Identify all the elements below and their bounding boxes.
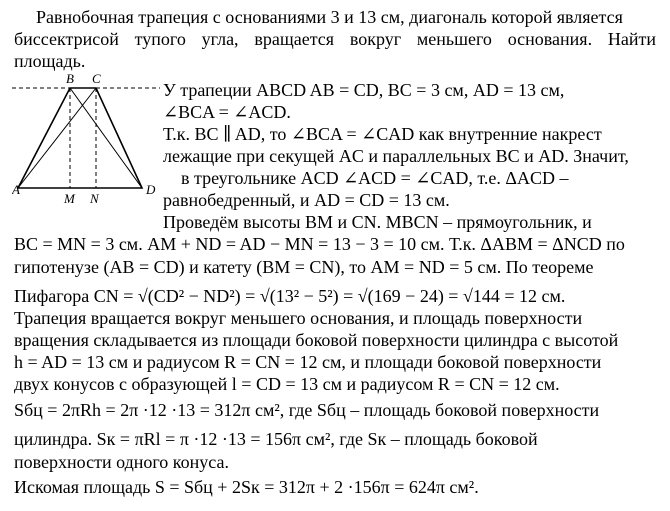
label-b: B [66, 72, 74, 86]
solution-line-16: цилиндра. Sк = πRl = π ·12 ·13 = 156π см², где Sк – площадь боковой [14, 429, 538, 449]
label-d: D [146, 182, 156, 197]
solution-line-11: Трапеция вращается вокруг меньшего основания, и площадь поверхности [14, 308, 583, 328]
trapezoid-abcd [18, 88, 142, 188]
label-c: C [92, 72, 101, 86]
diagonal-bd [70, 88, 142, 188]
solution-line-10: Пифагора CN = √(CD² − ND²) = √(13² − 5²) = √(169 − 24) = √144 = 12 см. [14, 286, 566, 306]
solution-line-12: вращения складывается из площади боковой поверхности цилиндра с высотой [14, 330, 619, 350]
solution-line-8: BC = MN = 3 см. AM + ND = AD − MN = 13 − 3 = 10 см. Т.к. ΔABM = ΔNCD по [14, 234, 625, 254]
problem-text-line-1: Равнобочная трапеция с основаниями 3 и 13 см, диагональ которой является [36, 7, 623, 27]
solution-line-17: поверхности одного конуса. [14, 452, 229, 472]
problem-text-line-3: площадь. [14, 51, 86, 71]
solution-line-18: Искомая площадь S = Sбц + 2Sк = 312π + 2 ·156π = 624π см². [14, 477, 479, 497]
solution-line-6: равнобедренный, и AD = CD = 13 см. [163, 190, 450, 210]
problem-text-line-2: биссектрисой тупого угла, вращается вокруг меньшего основания. Найти [14, 29, 656, 49]
label-n: N [90, 191, 99, 206]
solution-line-9: гипотенузе (AB = CD) и катету (BM = CN), то AM = ND = 5 см. По теореме [14, 257, 594, 277]
solution-line-2: ∠BCA = ∠ACD. [163, 102, 291, 122]
diagonal-ac [18, 88, 96, 188]
solution-line-14: двух конусов с образующей l = CD = 13 см и радиусом R = CN = 12 см. [14, 374, 560, 394]
solution-line-3: Т.к. BC ∥ AD, то ∠BCA = ∠CAD как внутренние накрест [163, 124, 602, 144]
solution-line-7: Проведём высоты BM и CN. MBCN – прямоугольник, и [163, 212, 592, 232]
solution-line-15: Sбц = 2πRh = 2π ·12 ·13 = 312π см², где Sбц – площадь боковой поверхности [14, 400, 600, 420]
label-m: M [64, 191, 75, 206]
solution-line-13: h = AD = 13 см и радиусом R = CN = 12 см, и площади боковой поверхности [14, 352, 602, 372]
solution-line-4: лежащие при секущей AC и параллельных BC и AD. Значит, [163, 146, 629, 166]
solution-line-5: в треугольнике ACD ∠ACD = ∠CAD, т.е. ΔACD – [181, 168, 569, 188]
solution-line-1: У трапеции ABCD AB = CD, BC = 3 см, AD = 13 см, [163, 80, 565, 100]
trapezoid-figure [12, 72, 162, 207]
label-a: A [12, 182, 20, 197]
